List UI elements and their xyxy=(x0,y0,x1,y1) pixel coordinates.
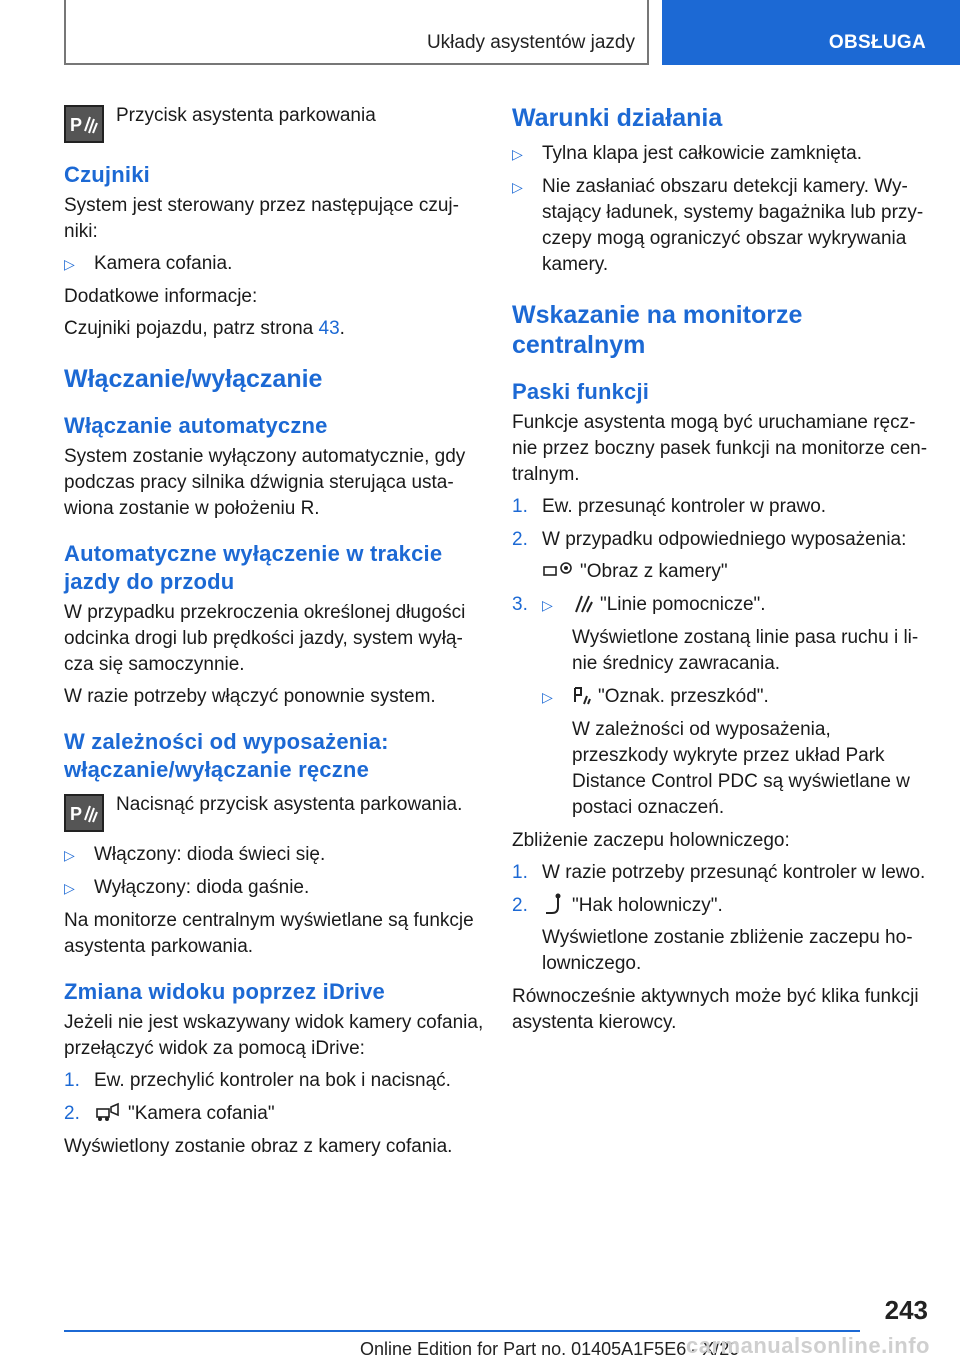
list-item: 1. Ew. przesunąć kontroler w prawo. xyxy=(512,496,827,517)
guidelines-icon xyxy=(572,592,594,614)
bars-steps xyxy=(512,494,932,821)
parking-assistant-button-icon xyxy=(64,105,104,143)
hitch-note: Wyświetlone zostanie zbliżenie zaczepu ho-lowniczego. xyxy=(542,927,913,974)
obstacle-marking-option: ▷ "Oznak. przeszkód". xyxy=(512,684,932,710)
list-item: 2. "Kamera cofania" xyxy=(64,1103,275,1124)
triangle-bullet-icon: ▷ xyxy=(542,597,553,613)
auto-off-text: W przypadku przekroczenia określonej długości odcinka drogi lub prędkości jazdy, system wyłą-cza się samoczynnie. xyxy=(64,602,466,675)
watermark: carmanualsonline.info xyxy=(686,1333,930,1358)
hitch-steps xyxy=(512,860,932,977)
list-item: ▷ Nie zasłaniać obszaru detekcji kamery. Wy-stający ładunek, systemy bagażnika lub przy-czepy mogą ograniczyć obszar wykrywania kamery. xyxy=(512,176,924,275)
triangle-bullet-icon: ▷ xyxy=(542,689,553,705)
sensors-text: System jest sterowany przez następujące czuj-niki: xyxy=(64,195,459,242)
right-column xyxy=(512,95,932,1042)
heading-conditions: Warunki działania xyxy=(512,104,723,132)
tow-hitch-icon xyxy=(542,893,566,915)
parking-assistant-button-icon xyxy=(64,794,104,832)
footer-rule xyxy=(64,1330,860,1332)
page-number: 243 xyxy=(884,1295,928,1325)
list-item: 1. Ew. przechylić kontroler na bok i nacisnąć. xyxy=(64,1070,451,1091)
conditions-list xyxy=(512,141,932,278)
header-tab xyxy=(662,0,960,65)
list-item: ▷ Kamera cofania. xyxy=(64,251,484,277)
list-item: ▷ Włączony: dioda świeci się. xyxy=(64,842,484,868)
auto-on-text: System zostanie wyłączony automatycznie, gdy podczas pracy silnika dźwignia sterująca usta-wiona zostanie w położeniu R. xyxy=(64,446,466,519)
list-item: 3. ▷ "Linie pomocnicze". Wyświetlone zostaną linie pasa ruchu i li-nie średnicy zawracania. ▷ "Oznak. przeszkód". W zależności od wyposażenia, przeszkody wykryte przez układ Park Distance Control PDC są wyświetlane w postaci oznaczeń. xyxy=(512,592,932,821)
list-item: ▷ Tylna klapa jest całkowicie zamknięta. xyxy=(512,141,932,167)
triangle-bullet-icon: ▷ xyxy=(64,847,75,863)
camera-view-icon xyxy=(542,559,574,581)
parking-button-intro xyxy=(64,103,484,143)
heading-auto-on: Włączanie automatyczne xyxy=(64,413,328,438)
triangle-bullet-icon: ▷ xyxy=(512,146,523,162)
idrive-steps xyxy=(64,1068,484,1127)
final-text: Równocześnie aktywnych może być klika funkcji asystenta kierowcy. xyxy=(512,986,919,1033)
svg-text:P: P xyxy=(70,115,83,135)
triangle-bullet-icon: ▷ xyxy=(512,179,523,195)
heading-idrive: Zmiana widoku poprzez iDrive xyxy=(64,979,385,1004)
page-link-43[interactable]: 43 xyxy=(318,318,340,339)
list-item: 2. W przypadku odpowiedniego wyposażenia: "Obraz z kamery" xyxy=(512,527,932,585)
idrive-text: Jeżeli nie jest wskazywany widok kamery cofania, przełączyć widok za pomocą iDrive: xyxy=(64,1012,484,1059)
chapter-tab-label: OBSŁUGA xyxy=(828,32,926,53)
header-section-box xyxy=(64,0,649,65)
triangle-bullet-icon: ▷ xyxy=(64,880,75,896)
left-column xyxy=(64,95,484,1166)
sensors-list xyxy=(64,251,484,277)
heading-display: Wskazanie na monitorze centralnym xyxy=(512,301,803,359)
idrive-result: Wyświetlony zostanie obraz z kamery cofania. xyxy=(64,1136,453,1157)
heading-manual: W zależności od wyposażenia: włączanie/wyłączanie ręczne xyxy=(64,729,389,782)
heading-auto-off: Automatyczne wyłączenie w trakcie jazdy do przodu xyxy=(64,541,443,594)
auto-off-text-2: W razie potrzeby włączyć ponownie system. xyxy=(64,686,436,707)
obstacle-marking-icon xyxy=(572,684,592,706)
manual-text: Na monitorze centralnym wyświetlane są funkcje asystenta parkowania. xyxy=(64,910,474,957)
list-item: ▷ Wyłączony: dioda gaśnie. xyxy=(64,875,484,901)
rear-camera-icon xyxy=(94,1101,122,1123)
section-title: Układy asystentów jazdy xyxy=(426,32,635,53)
sensors-reference: Czujniki pojazdu, patrz strona 43. xyxy=(64,318,345,339)
footer-edition: Online Edition for Part no. 01405A1F5E6 - X/20 xyxy=(360,1339,740,1359)
manual-button-label: Nacisnąć przycisk asystenta parkowania. xyxy=(116,794,463,815)
camera-image-option: "Obraz z kamery" xyxy=(542,559,932,585)
heading-function-bars: Paski funkcji xyxy=(512,379,650,404)
svg-text:P: P xyxy=(70,804,83,824)
list-item: 1. W razie potrzeby przesunąć kontroler w lewo. xyxy=(512,862,926,883)
obstacle-marking-note: W zależności od wyposażenia, przeszkody wykryte przez układ Park Distance Control PDC są wyświetlane w postaci oznaczeń. xyxy=(572,719,910,818)
manual-list xyxy=(64,842,484,901)
guidelines-note: Wyświetlone zostaną linie pasa ruchu i li-nie średnicy zawracania. xyxy=(572,627,919,674)
heading-sensors: Czujniki xyxy=(64,162,150,187)
heading-on-off: Włączanie/wyłączanie xyxy=(64,365,323,393)
parking-button-label: Przycisk asystenta parkowania xyxy=(116,105,376,126)
bars-text: Funkcje asystenta mogą być uruchamiane ręcz-nie przez boczny pasek funkcji na monitorze cen-tralnym. xyxy=(512,412,928,485)
extra-info: Dodatkowe informacje: xyxy=(64,286,258,307)
list-item: 2. "Hak holowniczy". Wyświetlone zostanie zbliżenie zaczepu ho-lowniczego. xyxy=(512,893,932,977)
guidelines-option: ▷ "Linie pomocnicze". xyxy=(512,592,932,618)
manual-button-row xyxy=(64,792,484,832)
triangle-bullet-icon: ▷ xyxy=(64,256,75,272)
hitch-title: Zbliżenie zaczepu holowniczego: xyxy=(512,830,790,851)
